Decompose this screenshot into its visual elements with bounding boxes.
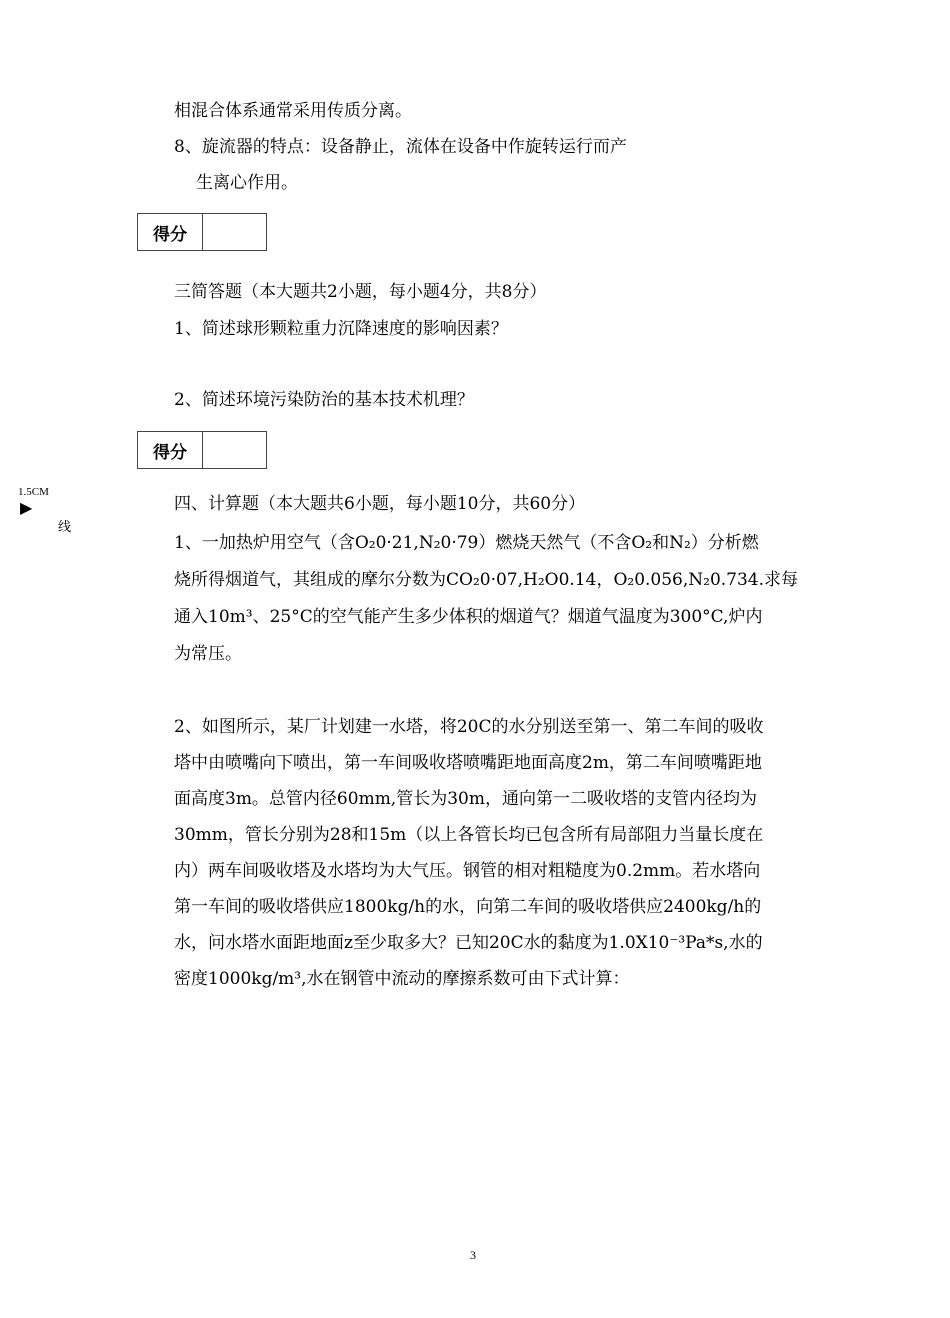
section4-q2-line-7: 水，问水塔水面距地面z至少取多大？已知20C水的黏度为1.0X10⁻³Pa*s,水的 <box>174 933 763 953</box>
margin-measure-label: 1.5CM <box>18 486 49 498</box>
score-value-field[interactable] <box>203 214 266 250</box>
section3-question-1: 1、简述球形颗粒重力沉降速度的影响因素？ <box>174 319 508 339</box>
section4-q2-line-1: 2、如图所示，某厂计划建一水塔，将20C的水分别送至第一、第二车间的吸收 <box>174 717 764 737</box>
score-box-section3 <box>137 213 267 251</box>
section4-q2-line-3: 面高度3m。总管内径60mm,管长为30m，通向第一二吸收塔的支管内径均为 <box>174 789 757 809</box>
section4-title: 四、计算题（本大题共6小题，每小题10分，共60分） <box>174 494 586 514</box>
score-label: 得分 <box>138 214 203 250</box>
section4-q2-line-8: 密度1000kg/m³,水在钢管中流动的摩擦系数可由下式计算： <box>174 969 630 989</box>
section4-q2-line-5: 内）两车间吸收塔及水塔均为大气压。钢管的相对粗糙度为0.2mm。若水塔向 <box>174 861 761 881</box>
score-label: 得分 <box>138 432 203 468</box>
section4-q2-line-4: 30mm，管长分别为28和15m（以上各管长均已包含所有局部阻力当量长度在 <box>174 825 764 845</box>
section4-q2-line-2: 塔中由喷嘴向下喷出，第一车间吸收塔喷嘴距地面高度2m，第二车间喷嘴距地 <box>174 753 762 773</box>
section3-title: 三简答题（本大题共2小题，每小题4分，共8分） <box>174 282 547 302</box>
item8-line1: 8、旋流器的特点：设备静止，流体在设备中作旋转运行而产 <box>174 137 627 157</box>
score-box-section4 <box>137 431 267 469</box>
score-value-field[interactable] <box>203 432 266 468</box>
section4-q1-line-4: 为常压。 <box>174 644 242 664</box>
section4-q1-line-3: 通入10m³、25°C的空气能产生多少体积的烟道气？烟道气温度为300°C,炉内 <box>174 607 763 627</box>
section4-q1-line-1: 1、一加热炉用空气（含O₂0·21,N₂0·79）燃烧天然气（不含O₂和N₂）分析燃 <box>174 533 759 553</box>
section4-q1-line-2: 烧所得烟道气，其组成的摩尔分数为CO₂0·07,H₂O0.14，O₂0.056,N₂0.734.求每 <box>174 570 799 590</box>
section3-question-2: 2、简述环境污染防治的基本技术机理？ <box>174 390 474 410</box>
binding-line-label: 线 <box>58 520 72 535</box>
section4-q2-line-6: 第一车间的吸收塔供应1800kg/h的水，向第二车间的吸收塔供应2400kg/h的 <box>174 897 762 917</box>
margin-arrow-icon: ▶ <box>20 498 33 517</box>
item8-line2: 生离心作用。 <box>196 173 298 193</box>
section2-tail-line: 相混合体系通常采用传质分离。 <box>174 101 412 121</box>
page-number: 3 <box>470 1248 476 1262</box>
